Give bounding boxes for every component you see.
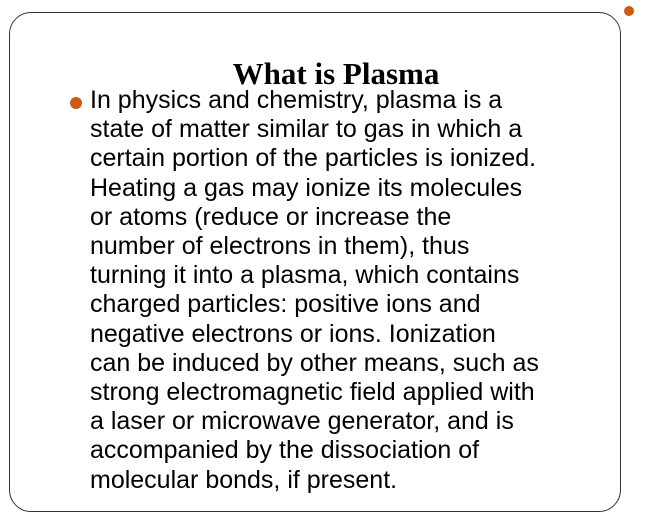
corner-dot-icon [624,6,634,16]
bullet-paragraph [90,86,539,495]
bullet-icon [70,97,82,109]
slide-title: What is Plasma [232,56,440,91]
bullet-line: accompanied by the dissociation of [90,436,480,465]
bullet-line: or atoms (reduce or increase the [90,202,452,231]
bullet-line: turning it into a plasma, which contains [90,261,520,290]
bullet-line: strong electromagnetic field applied with [90,378,535,407]
bullet-line: certain portion of the particles is ionized. [90,144,537,173]
bullet-line: number of electrons in them), thus [90,232,470,261]
bullet-line: can be induced by other means, such as [90,348,539,377]
bullet-line: molecular bonds, if present. [90,465,398,494]
bullet-line: negative electrons or ions. Ionization [90,319,496,348]
bullet-line: charged particles: positive ions and [90,290,481,319]
bullet-line: In physics and chemistry, plasma is a [90,86,503,114]
bullet-line: state of matter similar to gas in which a [90,115,523,144]
bullet-line: Heating a gas may ionize its molecules [90,173,523,202]
bullet-line: a laser or microwave generator, and is [90,407,514,436]
